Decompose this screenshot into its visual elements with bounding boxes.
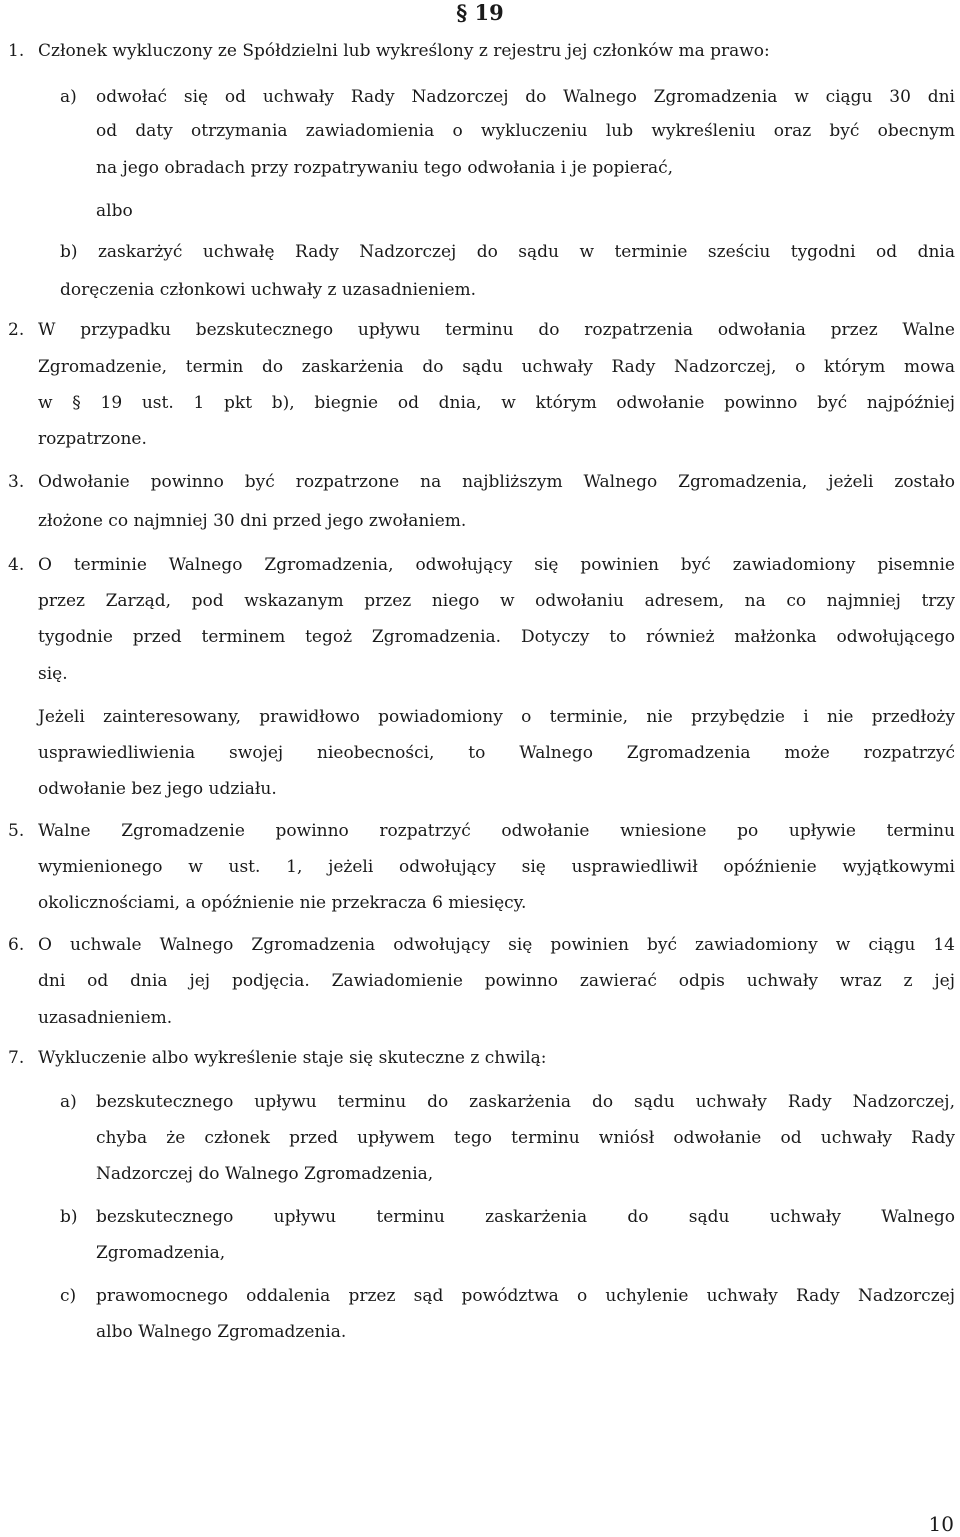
text-line: Jeżeli zainteresowany, prawidłowo powiadomiony o terminie, nie przybędzie i nie przedłoży bbox=[38, 707, 955, 727]
item-letter: c) bbox=[60, 1286, 77, 1306]
text-line: bezskutecznego upływu terminu zaskarżenia do sądu uchwały Walnego bbox=[96, 1207, 955, 1227]
text-line: O uchwale Walnego Zgromadzenia odwołujący się powinien być zawiadomiony w ciągu 14 bbox=[38, 935, 955, 955]
text-line: Odwołanie powinno być rozpatrzone na najbliższym Walnego Zgromadzenia, jeżeli zostało bbox=[38, 472, 955, 492]
item-number: 2. bbox=[8, 320, 25, 340]
text-line: wymienionego w ust. 1, jeżeli odwołujący się usprawiedliwił opóźnienie wyjątkowymi bbox=[38, 857, 955, 877]
text-line: uzasadnieniem. bbox=[38, 1008, 173, 1028]
text-line: Zgromadzenie, termin do zaskarżenia do sądu uchwały Rady Nadzorczej, o którym mowa bbox=[38, 357, 955, 377]
section-heading: § 19 bbox=[456, 0, 504, 25]
item-letter: b) bbox=[60, 1207, 78, 1227]
text-line: od daty otrzymania zawiadomienia o wykluczeniu lub wykreśleniu oraz być obecnym bbox=[96, 121, 955, 141]
text-line: się. bbox=[38, 664, 68, 684]
text-line: doręczenia członkowi uchwały z uzasadnieniem. bbox=[60, 280, 477, 300]
item-number: 6. bbox=[8, 935, 25, 955]
text-line: usprawiedliwienia swojej nieobecności, to Walnego Zgromadzenia może rozpatrzyć bbox=[38, 743, 955, 763]
text-line: Nadzorczej do Walnego Zgromadzenia, bbox=[96, 1164, 434, 1184]
text-line: w § 19 ust. 1 pkt b), biegnie od dnia, w którym odwołanie powinno być najpóźniej bbox=[38, 393, 955, 413]
text-line: albo bbox=[96, 201, 133, 221]
page-number: 10 bbox=[928, 1512, 954, 1536]
text-line: złożone co najmniej 30 dni przed jego zwołaniem. bbox=[38, 511, 467, 531]
text-line: Zgromadzenia, bbox=[96, 1243, 226, 1263]
text-line: tygodnie przed terminem tegoż Zgromadzenia. Dotyczy to również małżonka odwołującego bbox=[38, 627, 955, 647]
text-line: Walne Zgromadzenie powinno rozpatrzyć odwołanie wniesione po upływie terminu bbox=[38, 821, 955, 841]
text-line: odwołanie bez jego udziału. bbox=[38, 779, 277, 799]
item-letter: a) bbox=[60, 1092, 77, 1112]
text-line: Członek wykluczony ze Spółdzielni lub wykreślony z rejestru jej członków ma prawo: bbox=[38, 41, 770, 61]
text-line: na jego obradach przy rozpatrywaniu tego odwołania i je popierać, bbox=[96, 158, 674, 178]
text-line: okolicznościami, a opóźnienie nie przekracza 6 miesięcy. bbox=[38, 893, 527, 913]
text-line: prawomocnego oddalenia przez sąd powództwa o uchylenie uchwały Rady Nadzorczej bbox=[96, 1286, 955, 1306]
text-line: dni od dnia jej podjęcia. Zawiadomienie powinno zawierać odpis uchwały wraz z jej bbox=[38, 971, 955, 991]
text-line: rozpatrzone. bbox=[38, 429, 147, 449]
text-line: przez Zarząd, pod wskazanym przez niego w odwołaniu adresem, na co najmniej trzy bbox=[38, 591, 955, 611]
item-number: 5. bbox=[8, 821, 25, 841]
item-number: 4. bbox=[8, 555, 25, 575]
text-line: bezskutecznego upływu terminu do zaskarżenia do sądu uchwały Rady Nadzorczej, bbox=[96, 1092, 955, 1112]
item-number: 1. bbox=[8, 41, 25, 61]
text-line: b) zaskarżyć uchwałę Rady Nadzorczej do sądu w terminie sześciu tygodni od dnia bbox=[60, 242, 955, 262]
item-number: 7. bbox=[8, 1048, 25, 1068]
text-line: W przypadku bezskutecznego upływu terminu do rozpatrzenia odwołania przez Walne bbox=[38, 320, 955, 340]
text-line: Wykluczenie albo wykreślenie staje się skuteczne z chwilą: bbox=[38, 1048, 547, 1068]
text-line: albo Walnego Zgromadzenia. bbox=[96, 1322, 347, 1342]
item-number: 3. bbox=[8, 472, 25, 492]
item-letter: a) bbox=[60, 87, 77, 107]
text-line: odwołać się od uchwały Rady Nadzorczej do Walnego Zgromadzenia w ciągu 30 dni bbox=[96, 87, 955, 107]
text-line: chyba że członek przed upływem tego terminu wniósł odwołanie od uchwały Rady bbox=[96, 1128, 955, 1148]
text-line: O terminie Walnego Zgromadzenia, odwołujący się powinien być zawiadomiony pisemnie bbox=[38, 555, 955, 575]
